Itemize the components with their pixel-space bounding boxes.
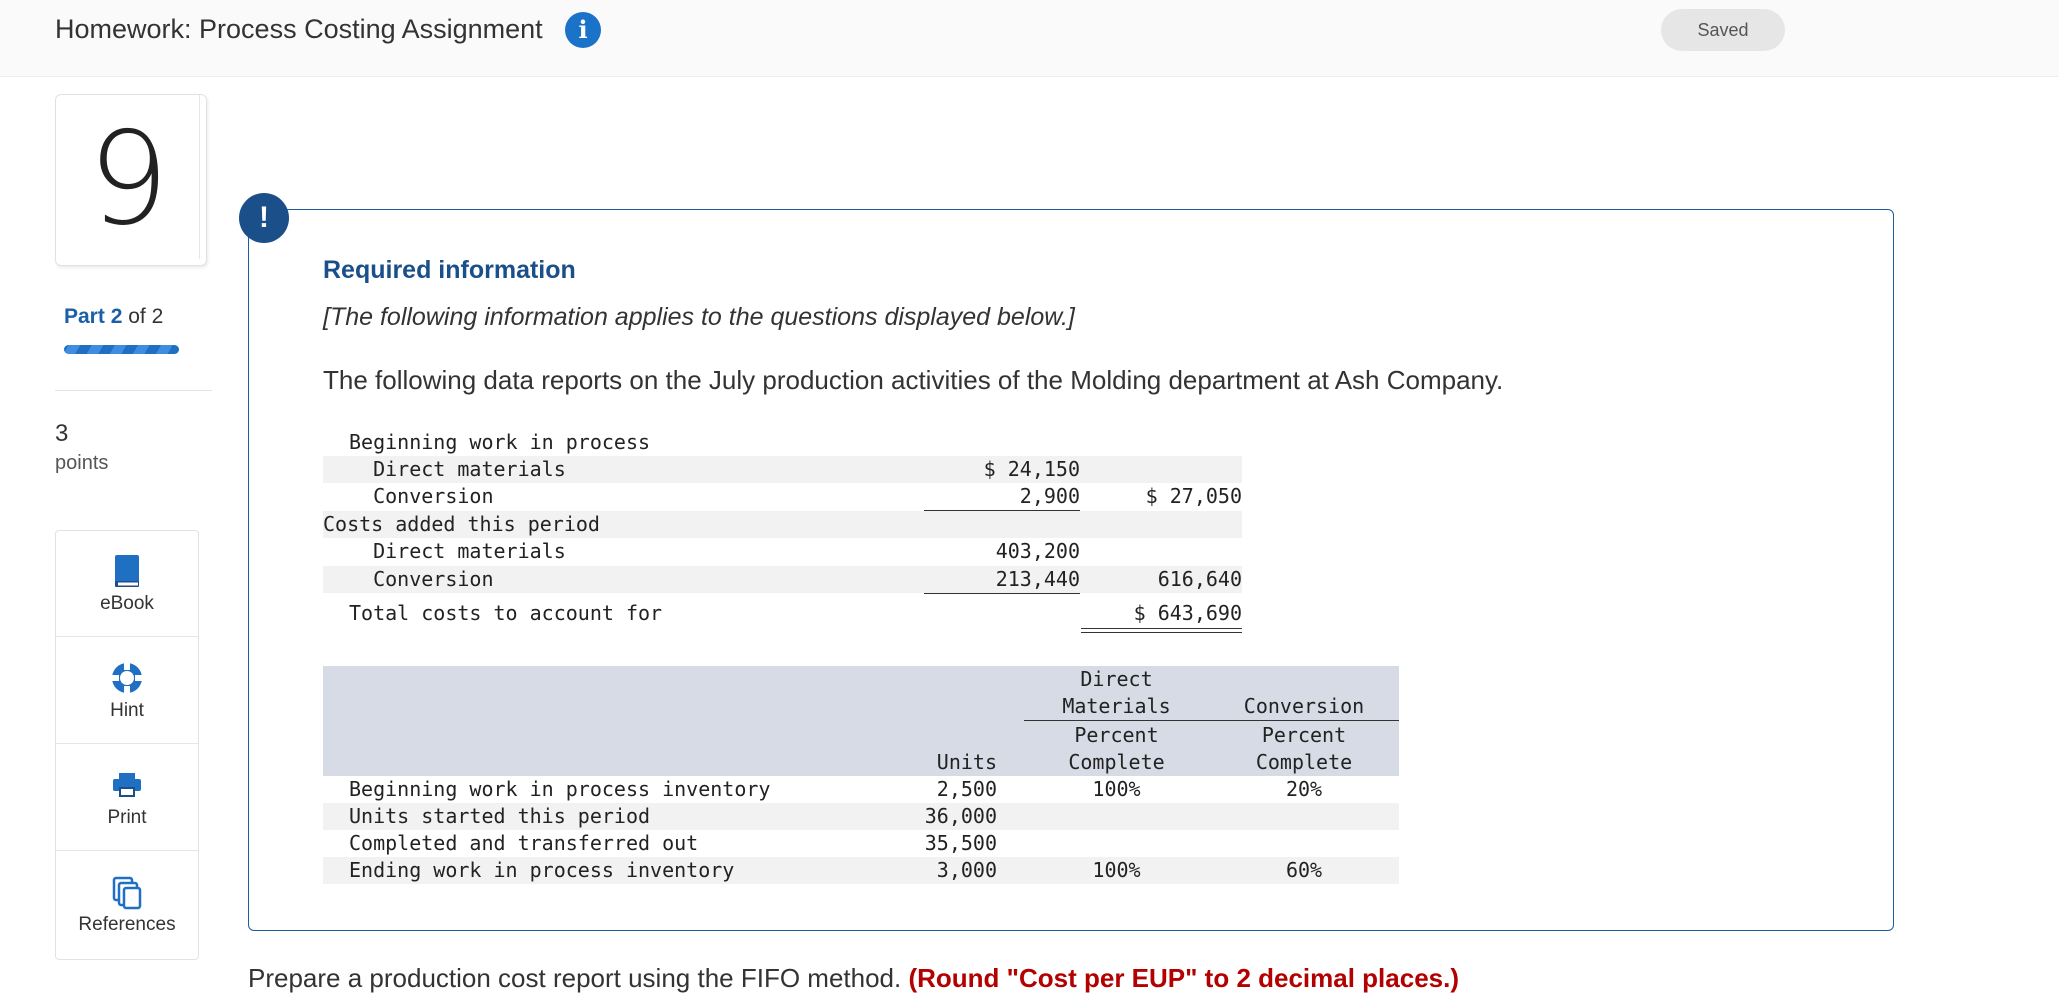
subtotal-rule — [924, 593, 1080, 594]
units-row-conv: 60% — [1285, 858, 1323, 882]
references-label: References — [78, 914, 176, 935]
cost-row-col2: 616,640 — [1157, 567, 1242, 591]
rounding-instruction: (Round "Cost per EUP" to 2 decimal places.) — [908, 963, 1460, 993]
cost-row-label: Costs added this period — [323, 512, 600, 536]
panel-intro: The following data reports on the July production activities of the Molding department at Ash Company. — [323, 365, 1504, 395]
cost-row-label: Direct materials — [349, 457, 566, 481]
cost-row-col1: $ 24,150 — [983, 457, 1080, 481]
question-prompt — [248, 963, 1459, 994]
saved-status-badge: Saved — [1661, 9, 1785, 51]
printer-icon — [109, 765, 145, 805]
units-row-units: 2,500 — [936, 777, 997, 801]
units-row-dm: 100% — [1092, 858, 1141, 882]
part-label: Part — [64, 305, 105, 328]
lifebuoy-icon — [109, 658, 145, 698]
cost-row-col1: 2,900 — [1019, 484, 1080, 508]
part-of: of 2 — [128, 305, 164, 328]
subtotal-rule — [924, 510, 1080, 511]
cost-row-label: Direct materials — [349, 539, 566, 563]
ebook-button[interactable] — [56, 531, 198, 637]
dm-percent-line2: Complete — [1068, 750, 1165, 774]
conversion-header: Conversion — [1243, 694, 1365, 718]
rail-divider — [55, 390, 212, 391]
units-row-label: Ending work in process inventory — [349, 858, 735, 882]
panel-title: Required information — [323, 256, 576, 284]
total-double-rule — [1081, 628, 1242, 633]
cost-row-col2: $ 643,690 — [1133, 601, 1242, 625]
references-button[interactable] — [56, 852, 198, 958]
units-row-label: Completed and transferred out — [349, 831, 699, 855]
part-current: 2 — [110, 305, 123, 328]
units-header: Units — [936, 750, 997, 774]
cost-row-col1: 213,440 — [995, 567, 1080, 591]
part-progress-bar — [64, 345, 179, 354]
points-label: points — [55, 452, 109, 474]
hint-button[interactable] — [56, 638, 198, 744]
cost-row-col1: 403,200 — [995, 539, 1080, 563]
dm-header-line1: Direct — [1080, 667, 1153, 691]
assignment-title: Homework: Process Costing Assignment — [55, 14, 543, 44]
question-text: Prepare a production cost report using the FIFO method. — [248, 963, 902, 993]
units-row-conv: 20% — [1285, 777, 1323, 801]
panel-note: [The following information applies to the questions displayed below.] — [323, 303, 1075, 331]
references-icon — [109, 872, 145, 912]
units-row-units: 3,000 — [936, 858, 997, 882]
dm-header-line2: Materials — [1062, 694, 1171, 718]
book-icon — [109, 551, 145, 591]
cost-row-label: Beginning work in process — [349, 430, 651, 454]
conv-percent-line1: Percent — [1261, 723, 1347, 747]
info-icon[interactable]: i — [565, 12, 601, 48]
header-group-rule — [1024, 720, 1399, 721]
units-row-dm: 100% — [1092, 777, 1141, 801]
hint-label: Hint — [110, 700, 144, 721]
tool-list — [55, 530, 199, 960]
print-button[interactable] — [56, 745, 198, 851]
points-value: 3 — [55, 420, 69, 447]
ebook-label: eBook — [100, 593, 154, 614]
top-bar — [0, 0, 2059, 77]
units-row-label: Units started this period — [349, 804, 651, 828]
units-row-units: 36,000 — [924, 804, 997, 828]
units-row-units: 35,500 — [924, 831, 997, 855]
conv-percent-line2: Complete — [1255, 750, 1353, 774]
dm-percent-line1: Percent — [1074, 723, 1159, 747]
print-label: Print — [107, 807, 147, 828]
alert-icon: ! — [239, 193, 289, 243]
part-indicator — [64, 305, 163, 329]
question-number: 9 — [87, 105, 170, 254]
units-row-label: Beginning work in process inventory — [349, 777, 771, 801]
cost-row-label: Conversion — [349, 567, 494, 591]
cost-row-label: Conversion — [349, 484, 494, 508]
cost-row-label: Total costs to account for — [349, 601, 663, 625]
question-number-card — [55, 94, 207, 266]
cost-row-col2: $ 27,050 — [1145, 484, 1242, 508]
